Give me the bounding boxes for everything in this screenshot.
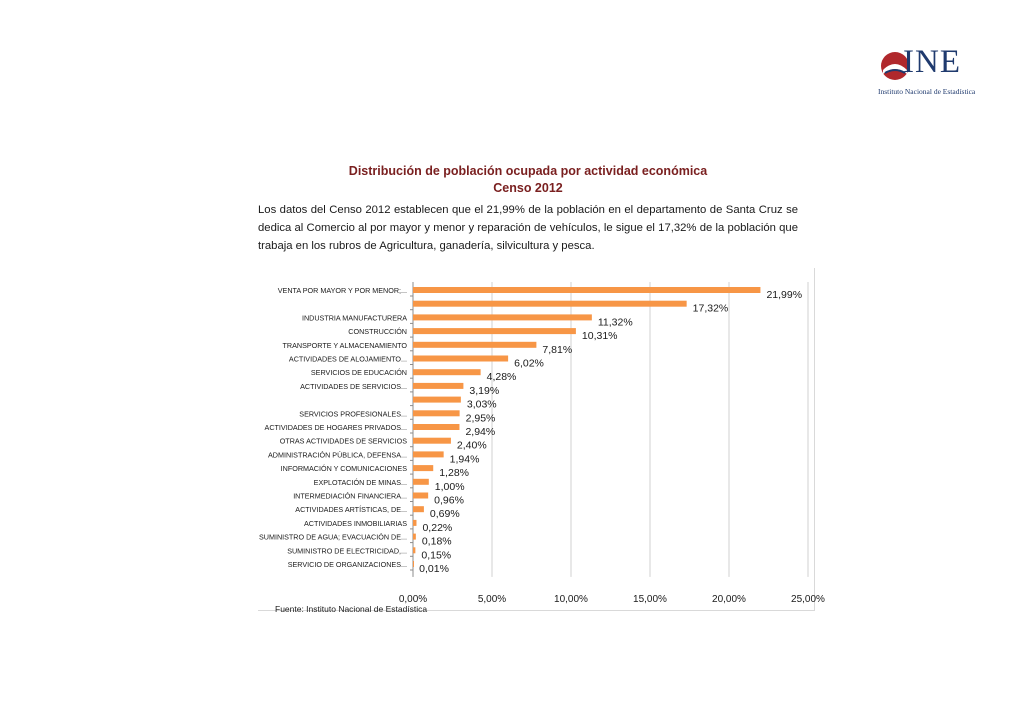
value-label: 3,03% (466, 398, 497, 411)
value-label: 0,15% (421, 549, 452, 562)
value-label: 11,32% (597, 316, 633, 329)
ine-logo (876, 44, 981, 100)
bar (413, 506, 424, 512)
bar (413, 479, 429, 485)
category-label: ACTIVIDADES INMOBILIARIAS (303, 518, 407, 528)
value-label: 2,94% (465, 426, 496, 438)
x-tick-label: 20,00% (712, 593, 746, 605)
value-label: 21,99% (766, 289, 803, 301)
value-label: 0,96% (434, 494, 464, 507)
bar (413, 356, 508, 362)
x-tick-label: 15,00% (633, 593, 667, 605)
bar (413, 424, 459, 430)
bar (413, 314, 592, 320)
bar (413, 383, 463, 389)
category-label: SUMINISTRO DE AGUA; EVACUACIÓN DE... (258, 532, 407, 542)
category-label: TRANSPORTE Y ALMACENAMIENTO (282, 340, 407, 350)
bar (413, 342, 536, 348)
bar (413, 520, 416, 526)
bar (413, 287, 760, 293)
category-label: CONSTRUCCIÓN (348, 327, 407, 337)
category-label: ACTIVIDADES DE ALOJAMIENTO... (288, 354, 407, 364)
bar (413, 397, 461, 403)
value-label: 2,40% (456, 439, 487, 452)
logo-subtitle: Instituto Nacional de Estadística (878, 87, 976, 96)
bar (413, 547, 415, 553)
category-label: ACTIVIDADES ARTÍSTICAS, DE... (295, 505, 407, 515)
value-label: 1,94% (449, 453, 480, 466)
value-label: 3,19% (469, 384, 500, 397)
value-label: 0,22% (422, 521, 453, 534)
category-label: ACTIVIDADES DE HOGARES PRIVADOS... (264, 423, 407, 432)
bar (413, 534, 416, 540)
x-tick-label: 10,00% (554, 593, 588, 605)
bar (413, 465, 433, 471)
value-label: 10,31% (581, 330, 618, 343)
value-label: 1,00% (434, 480, 465, 493)
value-label: 1,28% (439, 467, 470, 480)
chart-title: Distribución de población ocupada por actividad económica (348, 164, 708, 178)
category-label: VENTA POR MAYOR Y POR MENOR;... (277, 286, 407, 295)
description-text: Los datos del Censo 2012 establecen que el 21,99% de la población en el departamento de Santa Cruz se dedica al Comercio al por mayor y menor y reparación de vehículos, le sigue el 17,32% de la población que trabaja en los rubros de Agricultura, ganadería, silvicultura y pesca. (258, 204, 798, 252)
value-label: 0,69% (429, 508, 460, 521)
bar (413, 301, 687, 307)
source-note: Fuente: Instituto Nacional de Estadística (275, 604, 428, 614)
value-label: 0,18% (421, 535, 452, 548)
chart-container (258, 268, 825, 611)
value-label: 6,02% (514, 357, 544, 370)
bar (413, 369, 481, 375)
category-label: SERVICIOS DE EDUCACIÓN (310, 368, 407, 378)
category-label: SERVICIO DE ORGANIZACIONES... (287, 560, 407, 569)
bar (413, 410, 460, 416)
bar (413, 451, 444, 457)
x-tick-label: 25,00% (791, 593, 825, 605)
value-label: 2,95% (465, 412, 496, 425)
category-label: ADMINISTRACIÓN PÚBLICA, DEFENSA... (268, 450, 407, 460)
bar (413, 561, 414, 567)
category-label: ACTIVIDADES DE SERVICIOS... (300, 381, 407, 391)
bar-chart (258, 268, 825, 610)
category-label: SUMINISTRO DE ELECTRICIDAD,... (287, 546, 407, 556)
category-label: INDUSTRIA MANUFACTURERA (301, 313, 407, 323)
bar (413, 493, 428, 499)
category-label: OTRAS ACTIVIDADES DE SERVICIOS (279, 436, 407, 446)
x-tick-label: 5,00% (477, 593, 507, 605)
bar (413, 438, 451, 444)
value-label: 17,32% (692, 302, 729, 315)
category-label: INTERMEDIACIÓN FINANCIERA... (293, 491, 407, 501)
x-tick-label: 0,00% (398, 593, 428, 605)
bar (413, 328, 576, 334)
value-label: 7,81% (542, 343, 573, 356)
chart-subtitle: Censo 2012 (493, 181, 563, 195)
logo-text: INE (903, 44, 961, 80)
category-label: EXPLOTACIÓN DE MINAS... (313, 477, 407, 487)
value-label: 4,28% (486, 371, 517, 384)
category-label: SERVICIOS PROFESIONALES... (299, 409, 407, 419)
category-label: INFORMACIÓN Y COMUNICACIONES (280, 464, 407, 474)
value-label: 0,01% (419, 563, 449, 575)
